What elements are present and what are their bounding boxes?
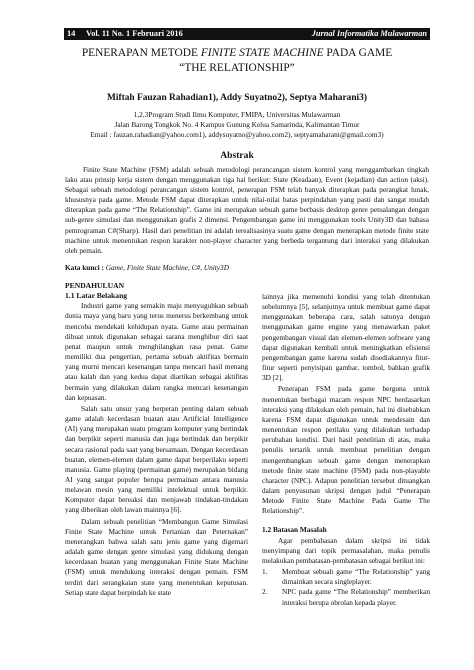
title-italic: FINITE STATE MACHINE: [200, 47, 324, 59]
right-column: [262, 292, 430, 608]
list-text: Membuat sebuah game “The Relationship” yang dimainkan secara singleplayer.: [282, 567, 430, 587]
abstract-text: Finite State Machine (FSM) adalah sebuah metodologi perancangan sistem kontrol yang menggambarkan tingkah laku atau prinsip kerja sistem dengan menggunakan tiga hal berikut: State (Keadaan), Event (kejadian) dan action (aksi). Sebagai sebuah metodologi perancangan sistem kontrol, penerapan FSM telah banyak diterapkan pada perangkat lunak, khususnya pada game. Metode FSM dapat diterapkan untuk nilai-nilai batas perpindahan yang pasti dan sangat mudah diterapkan pada game “The Relationship”. Game ini merupakan sebuah game berbasis desktop genre petualangan dengan sub-genre simulasi dan menggunakan grafis 2 dimensi. Pengembangan game ini menggunakan tools Unity3D dan bahasa pemrograman C#(Sharp). Hasil dari penelitian ini adalah terealisasinya suatu game dengan menerapkan metode finite state machine untuk menentukan respon karakter non-player character yang berbeda tergantung dari interaksi yang dilakukan oleh pemain.: [65, 165, 429, 255]
volume-info: Vol. 11 No. 1 Februari 2016: [86, 29, 183, 38]
paragraph: Industri game yang semakin maju menyuguhkan sebuah dunia maya yang baru yang terus menerus berkembang untuk mencoba mendekati kehidupan nyata. Game atau permainan dibuat untuk digunakan sebagai sarana menghibur diri saat penat maupun untuk menghilangkan rasa penat. Game memiliki dua pengertian, pertama sebuah aktifitas bermain yang murni mencari kesenangan tanpa mencari hasil menang atau kalah dan yang kedua dapat diartikan sebagai aktifitas bermain yang dilakukan dalam rangka mencari kesenangan dan kepuasan.: [65, 301, 248, 402]
section-heading: PENDAHULUAN: [65, 281, 125, 290]
affiliation-email: Email : fauzan.rahadian@yahoo.com1), addysuyatno@yahoo.com2), septyamaharani@gmail.com3): [90, 130, 384, 139]
title-suffix: PADA GAME: [323, 47, 393, 59]
paragraph: Penerapan FSM pada game berguna untuk menentukan berbagai macam respon NPC berdasarkan interaksi yang dilakukan oleh pemain, hal ini disebabkan karena FSM dapat digunakan untuk mendesain dan menentukan respon perilaku yang dilakukan terhadap perubahan kondisi. Dari hasil penelitian di atas, maka penulis tertarik untuk membuat penelitian dengan mengembangkan sebuah game dengan menerapkan metode finite state machine (FSM) pada non-playable character (NPC). Adapun penelitian tersebut dituangkan dalam penyusunan skripsi dengan judul “Penerapan Metode Finite State Machine Pada Game The Relationship”.: [262, 384, 430, 516]
affiliation-line1: 1,2,3Program Studi Ilmu Komputer, FMIPA, Universitas Mulawarman: [133, 110, 341, 119]
list-item: [262, 587, 430, 607]
subsection-heading: 1.2 Batasan Masalah: [262, 525, 327, 535]
subsection-heading: 1.1 Latar Belakang: [65, 291, 128, 301]
keywords-value: Game, Finite State Machine, C#, Unity3D: [105, 263, 229, 272]
limitation-list: [262, 567, 430, 608]
paragraph: Dalam sebuah penelitian “Membangun Game Simulasi Finite State Machine untuk Pertanian dan Peternakan” menerangkan bahwa salah satu jenis game yang digemari adalah game dengan genre simulasi yang didukung dengan kecerdasan buatan yang menggunakan Finite State Machine (FSM) untuk mendukung interaksi dengan pemain. FSM terdiri dari serangkaian state yang menentukan keputusan. Setiap state dapat berpindah ke state: [65, 516, 248, 597]
paragraph: Salah satu unsur yang berperan penting dalam sebuah game adalah kecerdasan buatan atau Artificial Intelligence (AI) yang merupakan suatu program komputer yang bertindak dan berpikir seperti manusia dan juga bertindak dan berpikir secara rasional pada saat yang bersamaan. Dengan kecerdasan buatan, elemen-elemen dalam game dapat berperilaku seperti manusia. Game playing (permainan game) merupakan bidang AI yang sangat populer berupa permainan antara manusia melawan mesin yang memiliki intelektual untuk berpikir. Komputer dapat bereaksi dan menjawab tindakan-tindakan yang diberikan oleh lawan mainnya [6].: [65, 403, 248, 515]
affiliation-line2: Jalan Barong Tongkok No. 4 Kampus Gunung Kelua Samarinda, Kalimantan Timur: [114, 120, 360, 129]
paragraph: Agar pembahasan dalam skripsi ini tidak menyimpang dari topik permasalahan, maka penulis melakukan pembatasan-pembatasan sebagai berikut ini:: [262, 535, 430, 565]
list-number: 1.: [262, 567, 268, 577]
authors: Miftah Fauzan Rahadian1), Addy Suyatno2), Septya Maharani3): [107, 93, 367, 103]
title-prefix: PENERAPAN METODE: [81, 47, 201, 59]
title-line2: “THE RELATIONSHIP”: [179, 62, 295, 74]
paper-title: [40, 46, 434, 76]
affiliation: [40, 110, 434, 140]
list-item: [262, 567, 430, 587]
page-number: 14: [67, 29, 76, 38]
list-text: NPC pada game “The Relationship” memberikan interaksi berupa obrolan kepada player.: [282, 587, 430, 607]
list-number: 2.: [262, 587, 268, 597]
running-header: [64, 28, 430, 40]
abstract-heading: Abstrak: [220, 150, 254, 161]
journal-name: Jurnal Informatika Mulawarman: [311, 29, 427, 38]
left-column: [65, 281, 248, 599]
keywords-label: Kata kunci :: [65, 263, 106, 272]
paragraph: lainnya jika memenuhi kondisi yang telah ditentukan sebelumnya [5], selanjutnya untuk membuat game dapat menggunakan beberapa cara, salah satunya dengan menggunakan game engine yang menawarkan paket pengembangan visual dan elemen-elemen software yang dapat digunakan kembali untuk meningkatkan efisiensi pengembangan game karena sudah disediakannya fitur-fitur seperti penyisipan gambar, tombol, bahkan grafik 3D [2].: [262, 292, 430, 383]
keywords: [65, 263, 429, 272]
